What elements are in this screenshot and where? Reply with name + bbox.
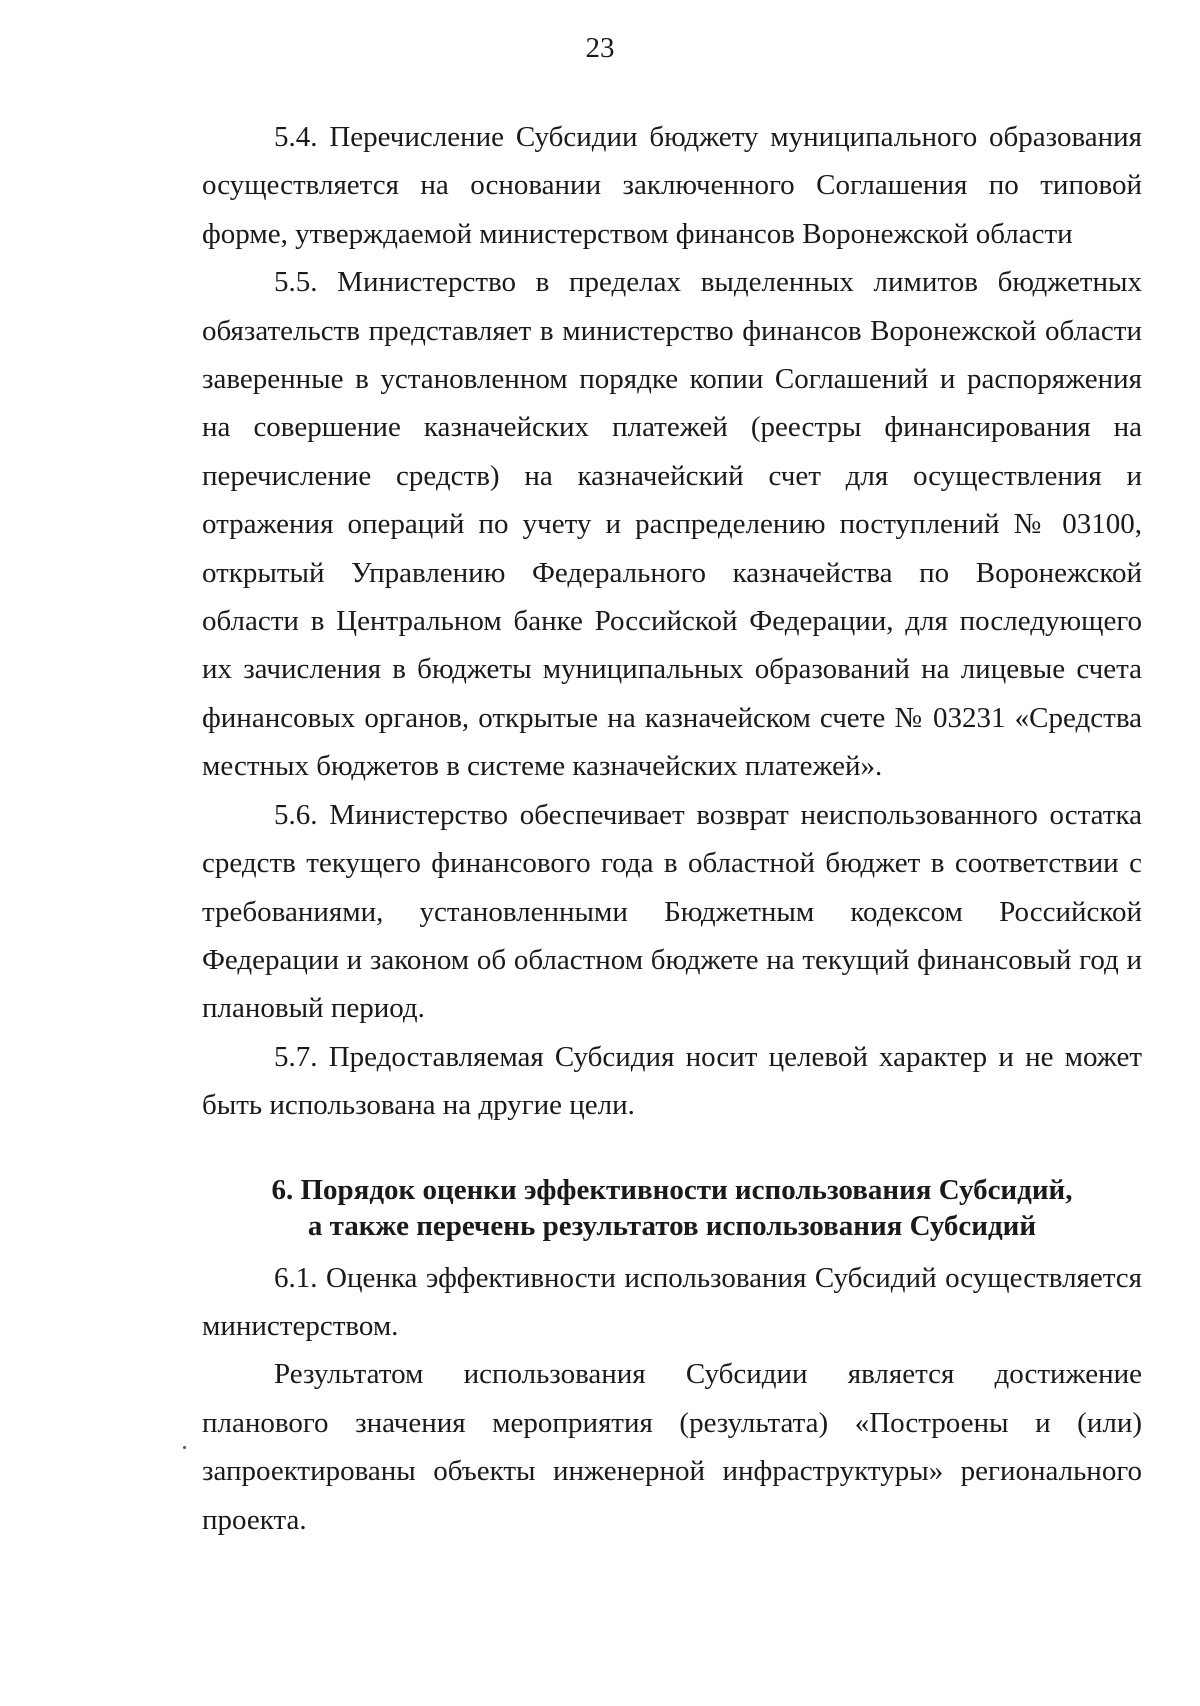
paragraph-6-1 <box>202 1254 1142 1351</box>
paragraph-text: 5.5. Министерство в пределах выделенных лимитов бюджетных обязательств представляет в министерство финансов Воронежской области заверенные в установленном порядке копии Соглашений и распоряжения на совершение казначейских платежей (реестры финансирования на перечисление средств) на казначейский счет для осуществления и отражения операций по учету и распределению поступлений № 03100, открытый Управлению Федерального казначейства по Воронежской области в Центральном банке Российской Федерации, для последующего их зачисления в бюджеты муниципальных образований на лицевые счета финансовых органов, открытые на казначейском счете № 03231 «Средства местных бюджетов в системе казначейских платежей». <box>202 266 1142 783</box>
paragraph-5-4 <box>202 113 1142 258</box>
document-body <box>202 113 1142 1544</box>
paragraph-text: 5.4. Перечисление Субсидии бюджету муниципального образования осуществляется на основании заключенного Соглашения по типовой форме, утверждаемой министерством финансов Воронежской области <box>202 121 1142 250</box>
section-heading-line-1: 6. Порядок оценки эффективности использования Субсидий, <box>271 1173 1073 1206</box>
section-heading-line-2: а также перечень результатов использования Субсидий <box>307 1209 1037 1242</box>
paragraph-result <box>202 1350 1142 1544</box>
paragraph-text: 6.1. Оценка эффективности использования Субсидий осуществляется министерством. <box>202 1261 1142 1342</box>
page-number: 23 <box>585 32 615 64</box>
paragraph-text: Результатом использования Субсидии является достижение планового значения мероприятия (результата) «Построены и (или) запроектированы объекты инженерной инфраструктуры» регионального проекта. <box>202 1358 1142 1536</box>
paragraph-5-7 <box>202 1033 1142 1130</box>
paragraph-5-5 <box>202 258 1142 790</box>
scan-speck <box>183 1446 186 1449</box>
paragraph-text: 5.7. Предоставляемая Субсидия носит целевой характер и не может быть использована на другие цели. <box>202 1040 1142 1122</box>
paragraph-text: 5.6. Министерство обеспечивает возврат неиспользованного остатка средств текущего финансового года в областной бюджет в соответствии с требованиями, установленными Бюджетным кодексом Российской Федерации и законом об областном бюджете на текущий финансовый год и плановый период. <box>202 798 1142 1025</box>
paragraph-5-6 <box>202 791 1142 1033</box>
section-heading <box>202 1172 1142 1244</box>
